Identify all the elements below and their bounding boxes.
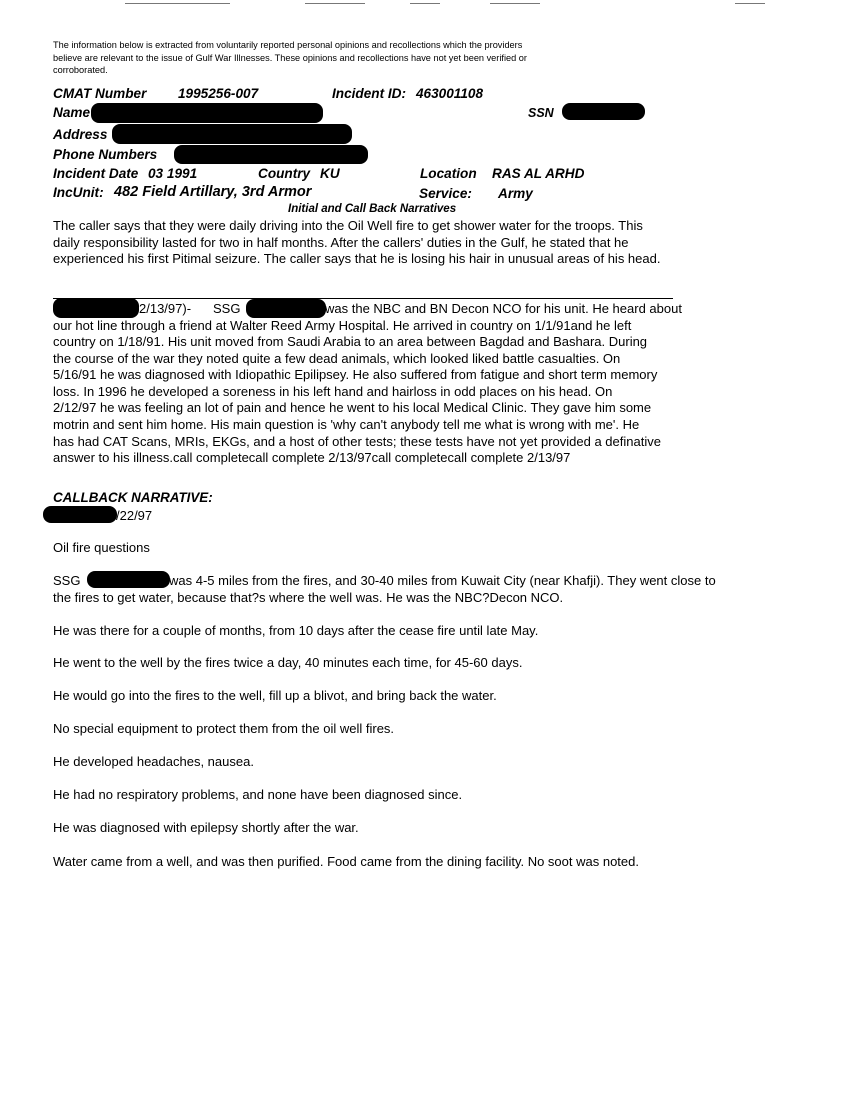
redaction-name	[91, 103, 323, 123]
redaction-ssg-name	[246, 299, 326, 318]
incunit-label: IncUnit:	[53, 185, 104, 200]
country-value: KU	[320, 166, 340, 181]
incident-date-label: Incident Date	[53, 166, 139, 181]
callback-date-fragment: 2/13/97)-	[139, 301, 192, 316]
statement: No special equipment to protect them from the oil well fires.	[53, 721, 395, 736]
narrative-line: 2/12/97 he was feeling an lot of pain and hence he went to his local Medical Clinic. They gave him some	[53, 400, 652, 416]
incident-id-value: 463001108	[416, 86, 484, 101]
narrative-line: country on 1/18/91. His unit moved from Saudi Arabia to an area between Bagdad and Bashara. During	[53, 334, 648, 350]
statement: He would go into the fires to the well, fill up a blivot, and bring back the water.	[53, 688, 497, 703]
statement: Water came from a well, and was then purified. Food came from the dining facility. No soot was noted.	[53, 854, 639, 869]
redaction-ssn	[562, 103, 645, 120]
callback-narrative	[53, 318, 661, 467]
narrative-line: our hot line through a friend at Walter Reed Army Hospital. He arrived in country on 1/1/91and he left	[53, 317, 632, 333]
ssn-label: SSN	[528, 106, 554, 120]
service-label: Service:	[419, 186, 472, 201]
scan-line	[410, 3, 440, 4]
scan-line	[490, 3, 540, 4]
incident-id-label: Incident ID:	[332, 86, 407, 101]
disclaimer-line: The information below is extracted from voluntarily reported personal opinions and recollections which the providers	[53, 40, 523, 50]
ssg-line-2: the fires to get water, because that?s where the well was. He was the NBC?Decon NCO.	[53, 590, 564, 605]
callback-line-1: was the NBC and BN Decon NCO for his unit. He heard about	[325, 301, 682, 316]
cmat-value: 1995256-007	[178, 86, 259, 101]
narrative-line: experienced his first Pitimal seizure. The caller says that he is losing his hair in unusual areas of his head.	[53, 251, 661, 267]
address-label: Address	[53, 127, 108, 142]
disclaimer-line: believe are relevant to the issue of Gulf War Illnesses. These opinions and recollections have not yet been verified or	[53, 52, 527, 63]
disclaimer-line: corroborated.	[53, 65, 108, 75]
incunit-value: 482 Field Artillary, 3rd Armor	[114, 184, 312, 200]
statement: He went to the well by the fires twice a day, 40 minutes each time, for 45-60 days.	[53, 655, 523, 670]
narrative-line: motrin and sent him home. His main question is 'why can't anybody tell me what is wrong with me'. He	[53, 417, 640, 433]
incident-date-value: 03 1991	[148, 166, 198, 181]
scan-line	[735, 3, 765, 4]
narrative-line: daily responsibility lasted for two in half months. After the callers' duties in the Gulf, he stated that he	[53, 234, 629, 250]
phone-label: Phone Numbers	[53, 147, 158, 162]
redaction-caller	[53, 298, 139, 318]
statement: He was diagnosed with epilepsy shortly after the war.	[53, 820, 359, 835]
location-value: RAS AL ARHD	[492, 166, 585, 181]
narrative-line: 5/16/91 he was diagnosed with Idiopathic Epilipsey. He also suffered from fatigue and short term memory	[53, 367, 658, 383]
separator-rule	[53, 298, 673, 299]
callback-date: /22/97	[116, 508, 153, 523]
narrative-line: The caller says that they were daily driving into the Oil Well fire to get shower water for the troops. This	[53, 218, 643, 233]
country-label: Country	[258, 166, 311, 181]
statement: He had no respiratory problems, and none have been diagnosed since.	[53, 787, 463, 802]
ssg-label: SSG	[53, 573, 81, 588]
scan-line	[305, 3, 365, 4]
redaction-phone	[174, 145, 368, 164]
callback-heading: CALLBACK NARRATIVE:	[53, 490, 213, 505]
callback-ssg: SSG	[213, 301, 241, 316]
narrative-line: loss. In 1996 he developed a soreness in his left hand and hairloss in odd places on his head. On	[53, 383, 613, 399]
oil-fire-heading: Oil fire questions	[53, 540, 150, 555]
name-label: Name	[53, 105, 91, 120]
initial-narrative	[53, 218, 660, 268]
narrative-line: answer to his illness.call completecall complete 2/13/97call completecall complete 2/13/97	[53, 450, 571, 466]
narrative-line: the course of the war they noted quite a few dead animals, which looked liked battle casualties. On	[53, 350, 621, 366]
narrative-line: has had CAT Scans, MRIs, EKGs, and a host of other tests; these tests have not yet provided a definative	[53, 433, 661, 449]
section-caption: Initial and Call Back Narratives	[288, 203, 457, 215]
redaction-ssg2-name	[87, 571, 170, 588]
service-value: Army	[498, 186, 533, 201]
location-label: Location	[420, 166, 477, 181]
redaction-address	[112, 124, 352, 144]
statement: He was there for a couple of months, from 10 days after the cease fire until late May.	[53, 623, 539, 638]
disclaimer	[53, 39, 573, 77]
redaction-callback-date	[43, 506, 117, 523]
ssg-line-1: was 4-5 miles from the fires, and 30-40 miles from Kuwait City (near Khafji). They went close to	[169, 573, 716, 588]
cmat-label: CMAT Number	[53, 86, 147, 101]
statement: He developed headaches, nausea.	[53, 754, 254, 769]
scan-line	[125, 3, 230, 4]
